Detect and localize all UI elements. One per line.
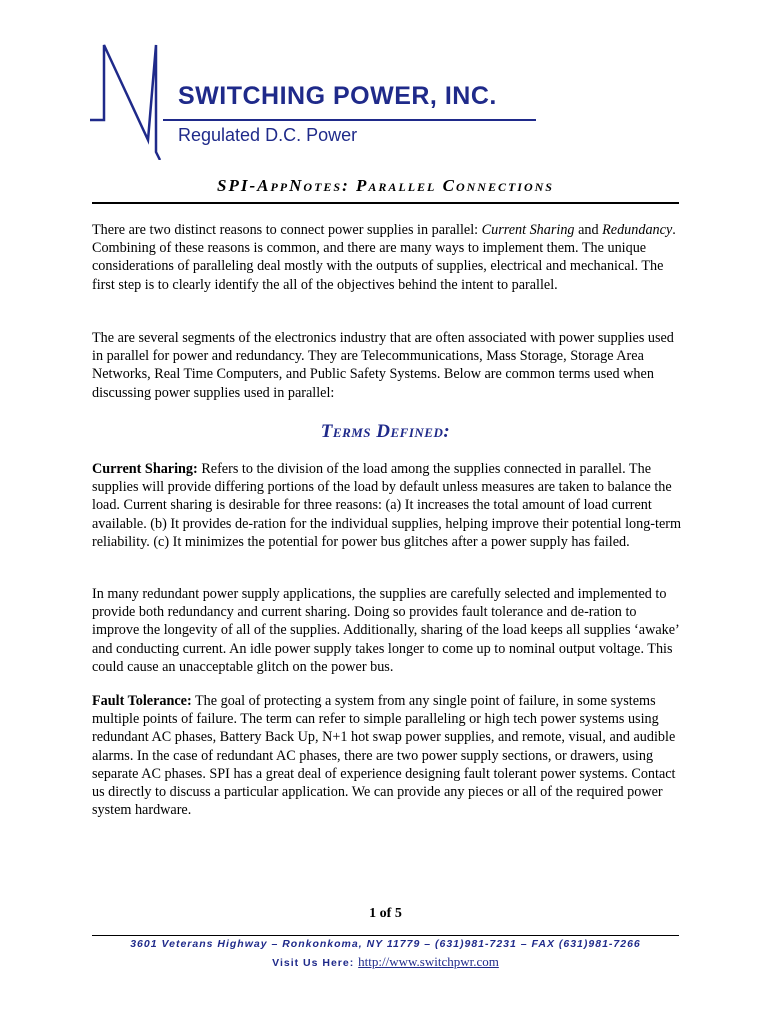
visit-label: Visit Us Here: (272, 957, 359, 969)
term-current-sharing (92, 460, 682, 551)
emphasis-redundancy: Redundancy (602, 222, 673, 238)
intro-text: and (574, 222, 603, 238)
term-definition: The goal of protecting a system from any single point of failure, in some systems multiple points of failure. The term can refer to simple paralleling or high tech power systems using redundant AC phases, Battery Back Up, N+1 hot swap power supplies, and remote, visual, and audible alarms. In the case of redundant AC phases, there are two power supply sections, or drawers, using separate AC phases. SPI has a great deal of experience designing fault tolerant power systems. Contact us directly to discuss a particular application. We can provide any pieces or all of the required power system hardware. (92, 693, 676, 819)
section-heading: Terms Defined: (320, 421, 451, 442)
term-definition: Refers to the division of the load among the supplies connected in parallel. The supplies will provide differing portions of the load by default unless measures are taken to balance the load. Current sharing is desirable for three reasons: (a) It increases the total amount of load current available. (b) It provides de-ration for the individual supplies, helping improve their potential long-term reliability. (c) It minimizes the potential for power bus glitches after a power supply has failed. (92, 461, 682, 550)
intro-paragraph-1 (92, 221, 682, 294)
footer-divider (92, 935, 679, 936)
intro-text: . Combining of these reasons is common, and there are many ways to implement them. The unique considerations of paralleling deal mostly with the outputs of supplies, electrical and mechanical. The first step is to clearly identify the all of the objectives behind the intent to parallel. (92, 222, 676, 293)
page-number: 1 of 5 (369, 906, 402, 921)
footer-visit (92, 953, 679, 971)
company-name: SWITCHING POWER, INC. (178, 82, 497, 110)
company-tagline: Regulated D.C. Power (178, 125, 358, 145)
footer-address: 3601 Veterans Highway – Ronkonkoma, NY 11779 – (631)981-7231 – FAX (631)981-7266 (130, 938, 641, 950)
term-label: Current Sharing: (92, 461, 198, 477)
term-fault-tolerance (92, 692, 682, 819)
title-divider (92, 202, 679, 204)
document-title: SPI-AppNotes: Parallel Connections (217, 176, 554, 195)
term-label: Fault Tolerance: (92, 693, 192, 709)
website-link[interactable]: http://www.switchpwr.com (358, 954, 499, 969)
intro-text: There are two distinct reasons to connect power supplies in parallel: (92, 222, 482, 238)
emphasis-current-sharing: Current Sharing (481, 222, 575, 238)
redundancy-paragraph: In many redundant power supply applications, the supplies are carefully selected and implemented to provide both redundancy and current sharing. Doing so provides fault tolerance and de-ration to improve the longevity of all of the supplies. Additionally, sharing of the load keeps all supplies ‘awake’ and conducting current. An idle power supply takes longer to come up to nominal output voltage. This could cause an unacceptable glitch on the power bus. (92, 586, 679, 675)
intro-paragraph-2: The are several segments of the electronics industry that are often associated with power supplies used in parallel for power and redundancy. They are Telecommunications, Mass Storage, Storage Area Networks, Real Time Computers, and Public Safety Systems. Below are common terms used when discussing power supplies used in parallel: (92, 330, 674, 401)
